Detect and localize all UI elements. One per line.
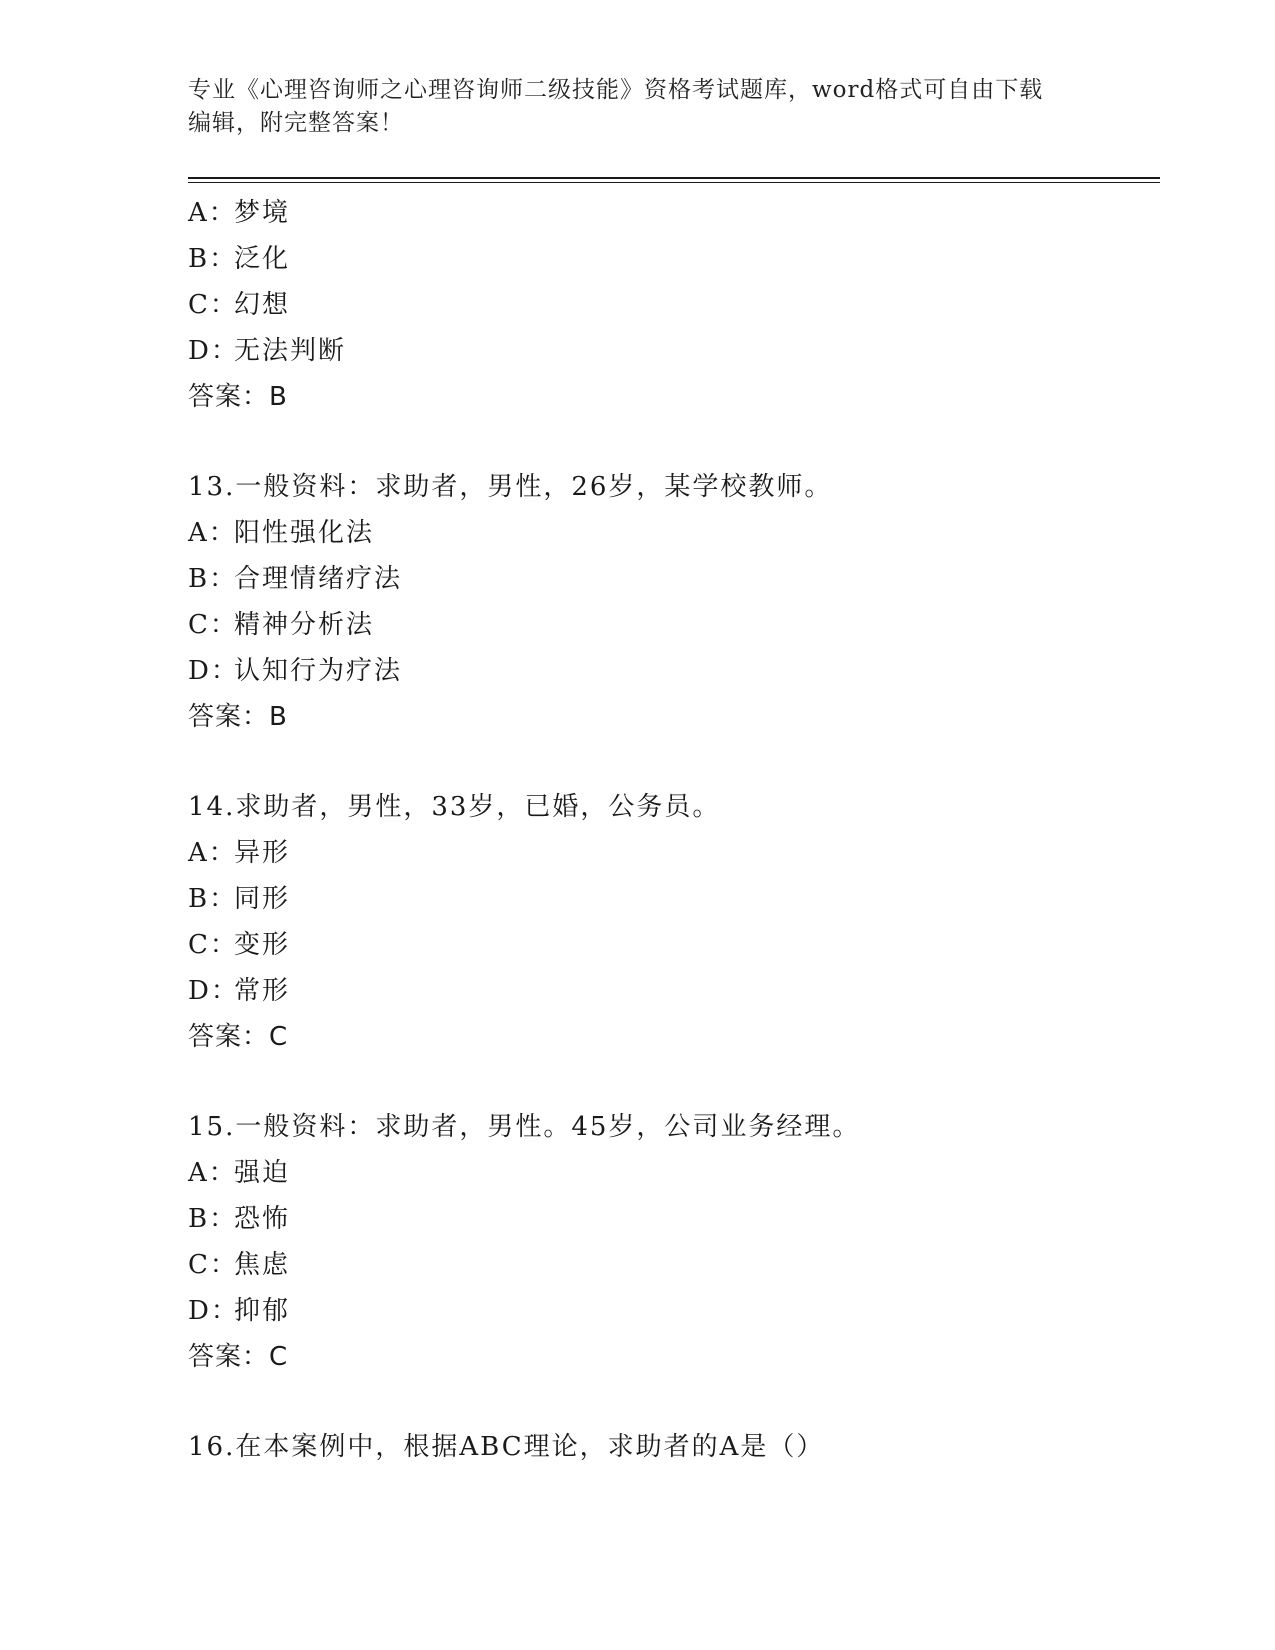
option-b: B：恐怖 [188, 1204, 291, 1234]
option-a: A：异形 [188, 838, 291, 868]
question-block-12 [188, 190, 1148, 420]
question-text: 16.在本案例中，根据ABC理论，求助者的A是（） [188, 1432, 825, 1462]
option-b: B：同形 [188, 884, 291, 914]
header-line-1: 专业《心理咨询师之心理咨询师二级技能》资格考试题库，word格式可自由下载 [188, 77, 1044, 103]
question-block-16 [188, 1424, 1148, 1470]
option-a: A：阳性强化法 [188, 518, 375, 548]
option-c: C：幻想 [188, 290, 291, 320]
document-header [188, 74, 1088, 140]
header-divider-thin [188, 182, 1160, 183]
option-d: D：常形 [188, 976, 291, 1006]
option-c: C：焦虑 [188, 1250, 291, 1280]
option-d: D：认知行为疗法 [188, 656, 403, 686]
option-a: A：强迫 [188, 1158, 291, 1188]
question-list [188, 190, 1148, 1470]
header-line-2: 编辑，附完整答案！ [188, 110, 404, 136]
question-text: 13.一般资料：求助者，男性，26岁，某学校教师。 [188, 472, 833, 502]
question-block-14 [188, 784, 1148, 1060]
question-text: 15.一般资料：求助者，男性。45岁，公司业务经理。 [188, 1112, 861, 1142]
option-c: C：精神分析法 [188, 610, 375, 640]
option-b: B：合理情绪疗法 [188, 564, 403, 594]
answer-line: 答案：B [188, 382, 288, 412]
question-text: 14.求助者，男性，33岁，已婚，公务员。 [188, 792, 721, 822]
option-a: A：梦境 [188, 198, 291, 228]
answer-line: 答案：B [188, 702, 288, 732]
question-block-15 [188, 1104, 1148, 1380]
option-b: B：泛化 [188, 244, 291, 274]
option-c: C：变形 [188, 930, 291, 960]
header-divider-thick [188, 177, 1160, 179]
answer-line: 答案：C [188, 1342, 289, 1372]
option-d: D：抑郁 [188, 1296, 291, 1326]
answer-line: 答案：C [188, 1022, 289, 1052]
option-d: D：无法判断 [188, 336, 347, 366]
question-block-13 [188, 464, 1148, 740]
